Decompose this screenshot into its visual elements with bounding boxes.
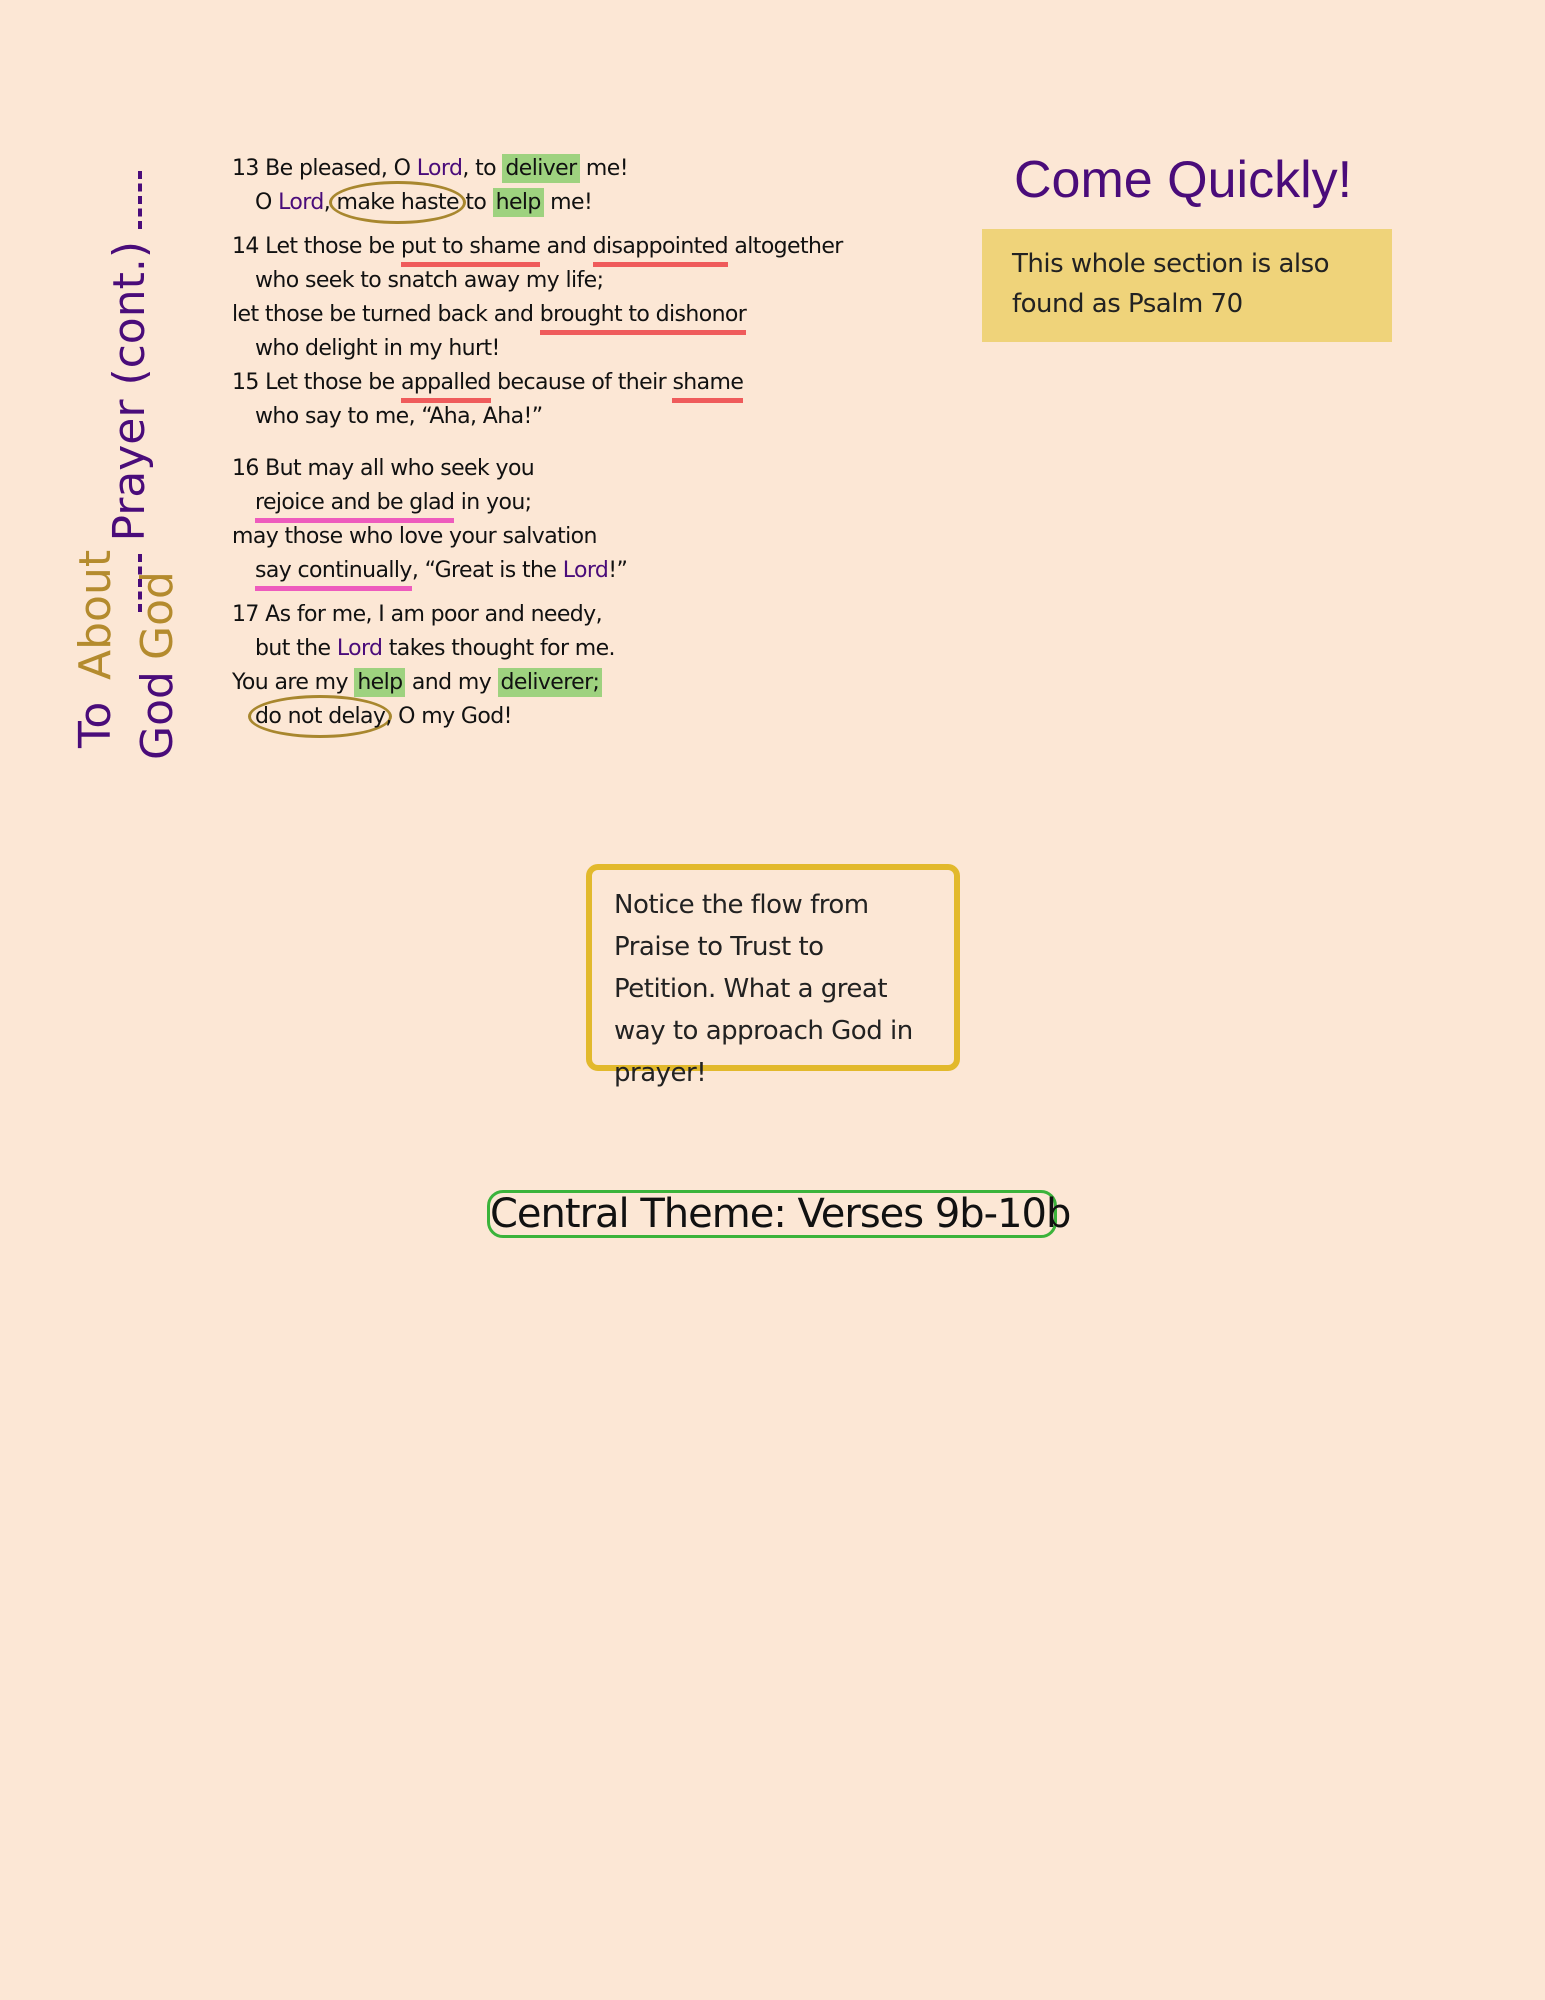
underlined-phrase: say continually <box>255 558 412 591</box>
verse-text: me! <box>543 190 593 215</box>
sidebar-god-gold-label: God <box>132 571 183 660</box>
flow-note-box: Notice the flow from Praise to Trust to Petition. What a great way to approach God in prayer! <box>586 864 960 1071</box>
sidebar-prayer-label: Prayer (cont.) <box>104 240 155 542</box>
lord-word: Lord <box>336 636 383 661</box>
verse-text: 14 Let those be <box>232 234 401 259</box>
sidebar-god-label: God <box>132 671 183 760</box>
lord-word: Lord <box>416 156 463 181</box>
verse-text: because of their <box>490 370 673 395</box>
verse-text: , “Great is the <box>411 558 563 583</box>
verse-17-line-4 <box>232 700 843 734</box>
verse-text: , O my God! <box>385 704 512 729</box>
sidebar-about-label: About <box>70 549 121 680</box>
verse-text: and <box>540 234 593 259</box>
sidebar-prayer-heading <box>104 171 155 612</box>
underlined-phrase: put to shame <box>401 234 540 267</box>
verse-text: !” <box>608 558 628 583</box>
psalm-note-box: This whole section is also found as Psalm 70 <box>982 229 1392 342</box>
lord-word: Lord <box>562 558 609 583</box>
underlined-phrase: shame <box>672 370 743 403</box>
verse-16-line-4 <box>232 554 843 588</box>
verse-14-line-4: who delight in my hurt! <box>255 336 500 361</box>
verse-14-line-1 <box>232 230 843 264</box>
highlighted-word: help <box>493 188 544 217</box>
verse-16-line-1: 16 But may all who seek you <box>232 456 535 481</box>
highlighted-word: deliver <box>502 154 579 183</box>
verse-text: but the <box>255 636 337 661</box>
verse-text: , to <box>462 156 503 181</box>
verse-text: takes thought for me. <box>382 636 615 661</box>
verse-text: , <box>323 190 337 215</box>
central-theme-label: Central Theme: Verses 9b-10b <box>487 1190 1057 1238</box>
verse-14-line-3 <box>232 298 843 332</box>
underlined-phrase: appalled <box>401 370 491 403</box>
verse-15-line-1 <box>232 366 843 400</box>
verse-text: altogether <box>728 234 843 259</box>
verse-text: You are my <box>232 670 355 695</box>
verse-16-line-3: may those who love your salvation <box>232 524 597 549</box>
underlined-phrase: brought to dishonor <box>540 302 747 335</box>
verse-14-line-2: who seek to snatch away my life; <box>255 268 604 293</box>
underlined-phrase: rejoice and be glad <box>255 490 454 523</box>
verse-text: to <box>458 190 493 215</box>
circled-phrase: make haste <box>329 181 465 224</box>
verse-text: let those be turned back and <box>232 302 540 327</box>
verse-16-line-2 <box>232 486 843 520</box>
highlighted-word: deliverer; <box>498 668 603 697</box>
sidebar-to-label: To <box>70 701 121 748</box>
circled-phrase: do not delay <box>248 695 392 738</box>
scripture-passage <box>232 152 843 734</box>
verse-text: me! <box>579 156 628 181</box>
verse-13-line-2 <box>232 186 843 220</box>
page-title: Come Quickly! <box>1014 151 1353 209</box>
highlighted-word: help <box>354 668 405 697</box>
verse-text: O <box>255 190 279 215</box>
verse-17-line-1: 17 As for me, I am poor and needy, <box>232 602 602 627</box>
verse-13-line-1 <box>232 152 843 186</box>
verse-text: in you; <box>454 490 532 515</box>
verse-text: 15 Let those be <box>232 370 401 395</box>
underlined-phrase: disappointed <box>593 234 728 267</box>
dashed-divider <box>138 171 142 229</box>
verse-text: 13 Be pleased, O <box>232 156 417 181</box>
verse-15-line-2: who say to me, “Aha, Aha!” <box>255 404 543 429</box>
lord-word: Lord <box>278 190 324 215</box>
verse-17-line-2 <box>232 632 843 666</box>
verse-text: and my <box>405 670 498 695</box>
dashed-divider <box>138 554 142 612</box>
